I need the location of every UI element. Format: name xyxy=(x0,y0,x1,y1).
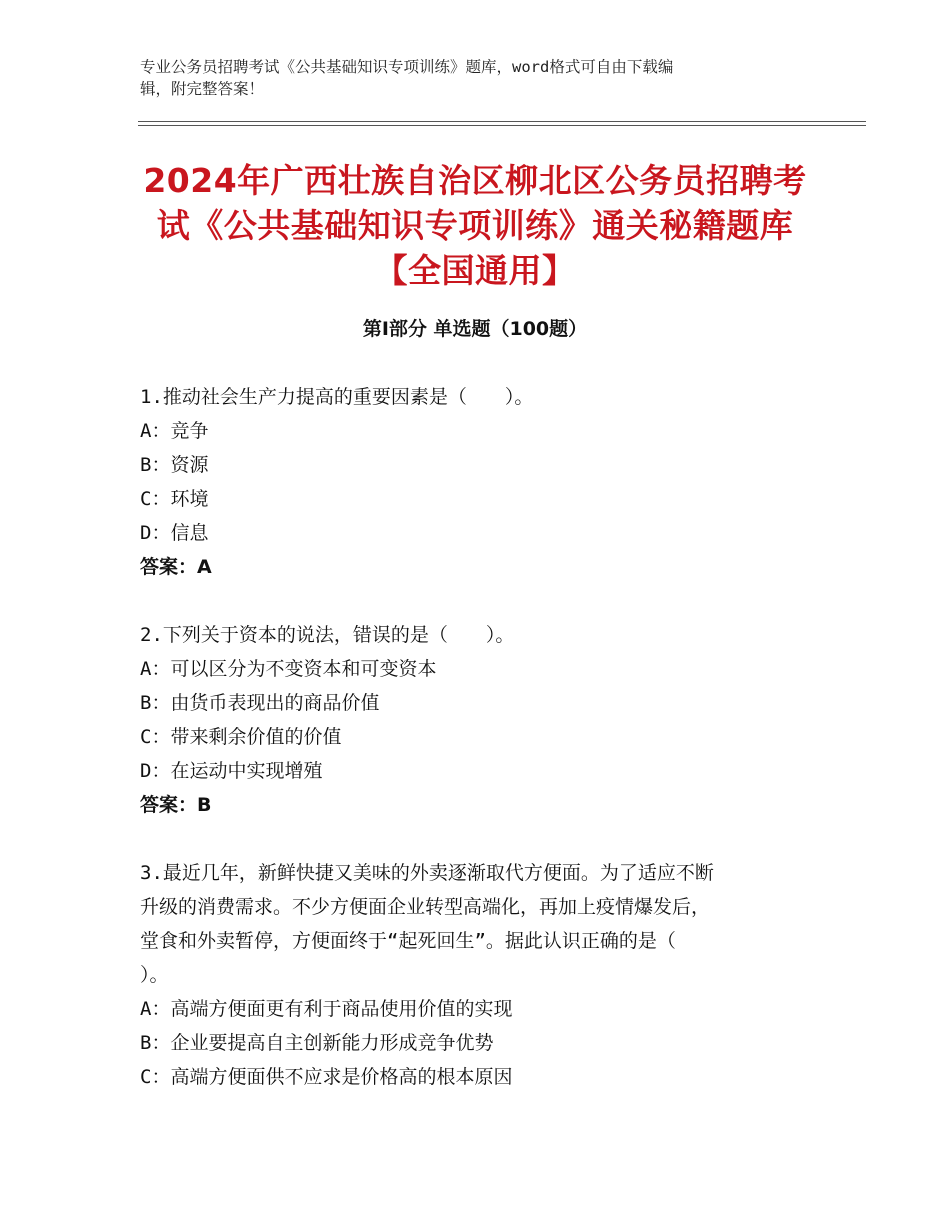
option-a: A：可以区分为不变资本和可变资本 xyxy=(140,658,437,680)
header-rule-top xyxy=(138,121,866,122)
header-rule-bottom xyxy=(138,125,866,126)
question-2 xyxy=(140,618,800,822)
title-line-2: 试《公共基础知识专项训练》通关秘籍题库 xyxy=(156,206,794,245)
header-note-line-2: 辑，附完整答案！ xyxy=(140,80,265,98)
question-stem-line-4: ）。 xyxy=(140,964,169,986)
option-b: B：资源 xyxy=(140,454,209,476)
section-heading: 第I部分 单选题（100题） xyxy=(362,318,588,340)
option-d: D：信息 xyxy=(140,522,209,544)
document-title xyxy=(90,158,860,293)
question-stem-line-2: 升级的消费需求。不少方便面企业转型高端化，再加上疫情爆发后， xyxy=(140,896,711,918)
document-header-note xyxy=(140,56,790,100)
option-c: C：带来剩余价值的价值 xyxy=(140,726,342,748)
title-line-1: 2024年广西壮族自治区柳北区公务员招聘考 xyxy=(143,161,807,200)
question-1 xyxy=(140,380,800,584)
question-stem-line-3: 堂食和外卖暂停，方便面终于“起死回生”。据此认识正确的是（ xyxy=(140,930,676,952)
question-stem-line-1: 3.最近几年，新鲜快捷又美味的外卖逐渐取代方便面。为了适应不断 xyxy=(140,862,714,884)
answer-label: 答案：B xyxy=(140,794,212,816)
option-a: A：竞争 xyxy=(140,420,209,442)
option-b: B：由货币表现出的商品价值 xyxy=(140,692,380,714)
option-d: D：在运动中实现增殖 xyxy=(140,760,323,782)
option-c: C：环境 xyxy=(140,488,209,510)
title-line-3: 【全国通用】 xyxy=(374,251,576,290)
option-c: C：高端方便面供不应求是价格高的根本原因 xyxy=(140,1066,513,1088)
header-note-line-1: 专业公务员招聘考试《公共基础知识专项训练》题库，word格式可自由下载编 xyxy=(140,58,674,76)
question-3 xyxy=(140,856,800,1094)
option-a: A：高端方便面更有利于商品使用价值的实现 xyxy=(140,998,513,1020)
answer-label: 答案：A xyxy=(140,556,212,578)
question-stem: 1.推动社会生产力提高的重要因素是（ ）。 xyxy=(140,386,534,408)
option-b: B：企业要提高自主创新能力形成竞争优势 xyxy=(140,1032,494,1054)
question-stem: 2.下列关于资本的说法，错误的是（ ）。 xyxy=(140,624,515,646)
